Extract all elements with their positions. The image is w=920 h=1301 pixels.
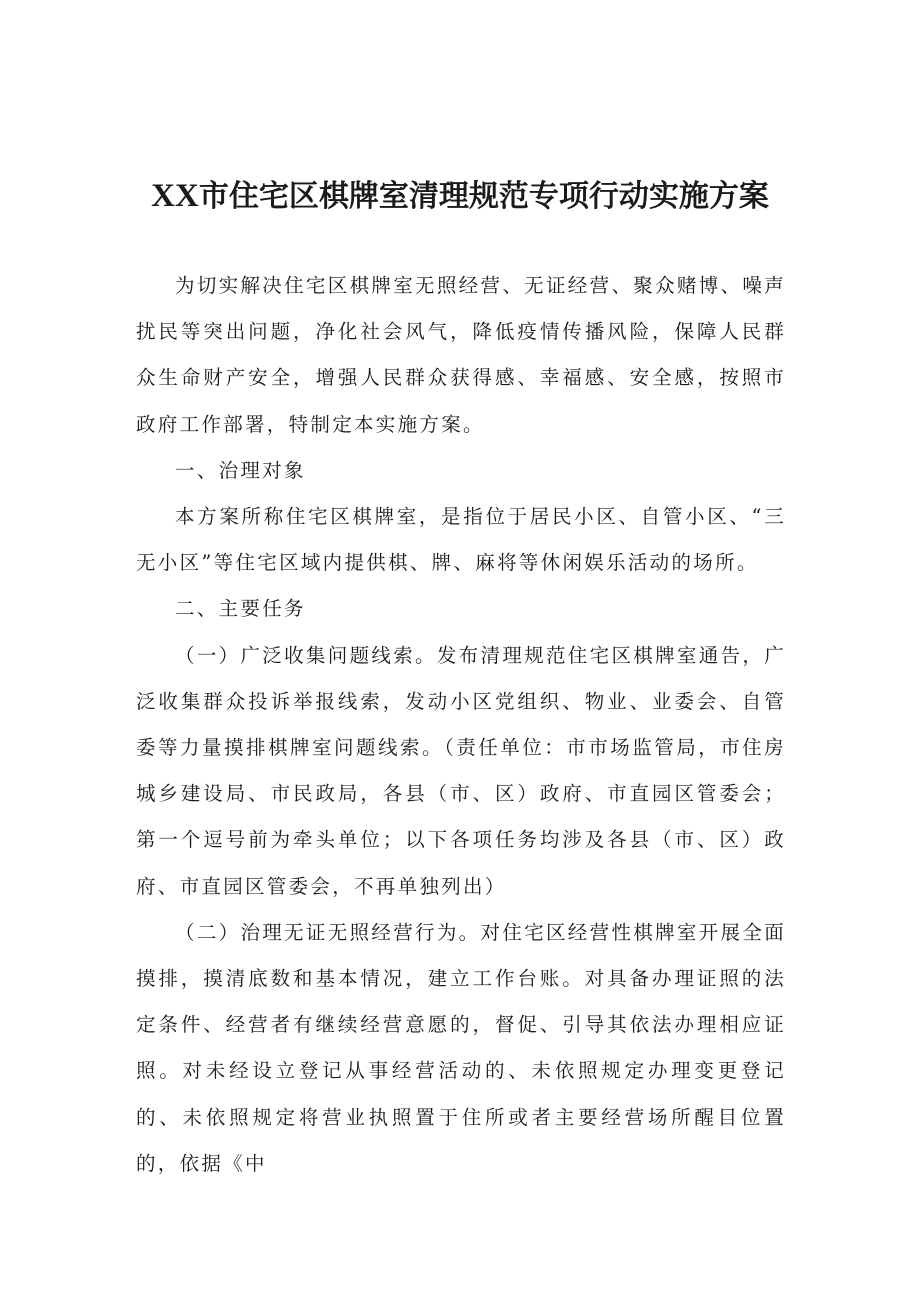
task-two-paragraph: （二）治理无证无照经营行为。对住宅区经营性棋牌室开展全面摸排，摸清底数和基本情况，建立工作台账。对具备办理证照的法定条件、经营者有继续经营意愿的，督促、引导其依法办理相应证照。对未经设立登记从事经营活动的、未依照规定办理变更登记的、未依照规定将营业执照置于住所或者主要经营场所醒目位置的，依据《中 [136,920,786,1175]
title-main: 市住宅区棋牌室清理规范专项行动实施方案 [198,179,769,214]
task-one-paragraph: （一）广泛收集问题线索。发布清理规范住宅区棋牌室通告，广泛收集群众投诉举报线索，发动小区党组织、物业、业委会、自管委等力量摸排棋牌室问题线索。（责任单位：市市场监管局，市住房城乡建设局、市民政局，各县（市、区）政府、市直园区管委会；第一个逗号前为牵头单位；以下各项任务均涉及各县（市、区）政府、市直园区管委会，不再单独列出） [136,643,786,898]
section-heading-governance-target: 一、治理对象 [175,458,306,482]
governance-target-paragraph: 本方案所称住宅区棋牌室，是指位于居民小区、自管小区、“三无小区”等住宅区域内提供棋、牌、麻将等休闲娱乐活动的场所。 [136,505,786,575]
document-body [136,263,786,1187]
document-title [0,172,920,221]
intro-paragraph: 为切实解决住宅区棋牌室无照经营、无证经营、聚众赌博、噪声扰民等突出问题，净化社会风气，降低疫情传播风险，保障人民群众生命财产安全，增强人民群众获得感、幸福感、安全感，按照市政府工作部署，特制定本实施方案。 [136,274,786,436]
section-heading-main-tasks: 二、主要任务 [175,597,306,621]
title-prefix: XX [151,178,199,214]
